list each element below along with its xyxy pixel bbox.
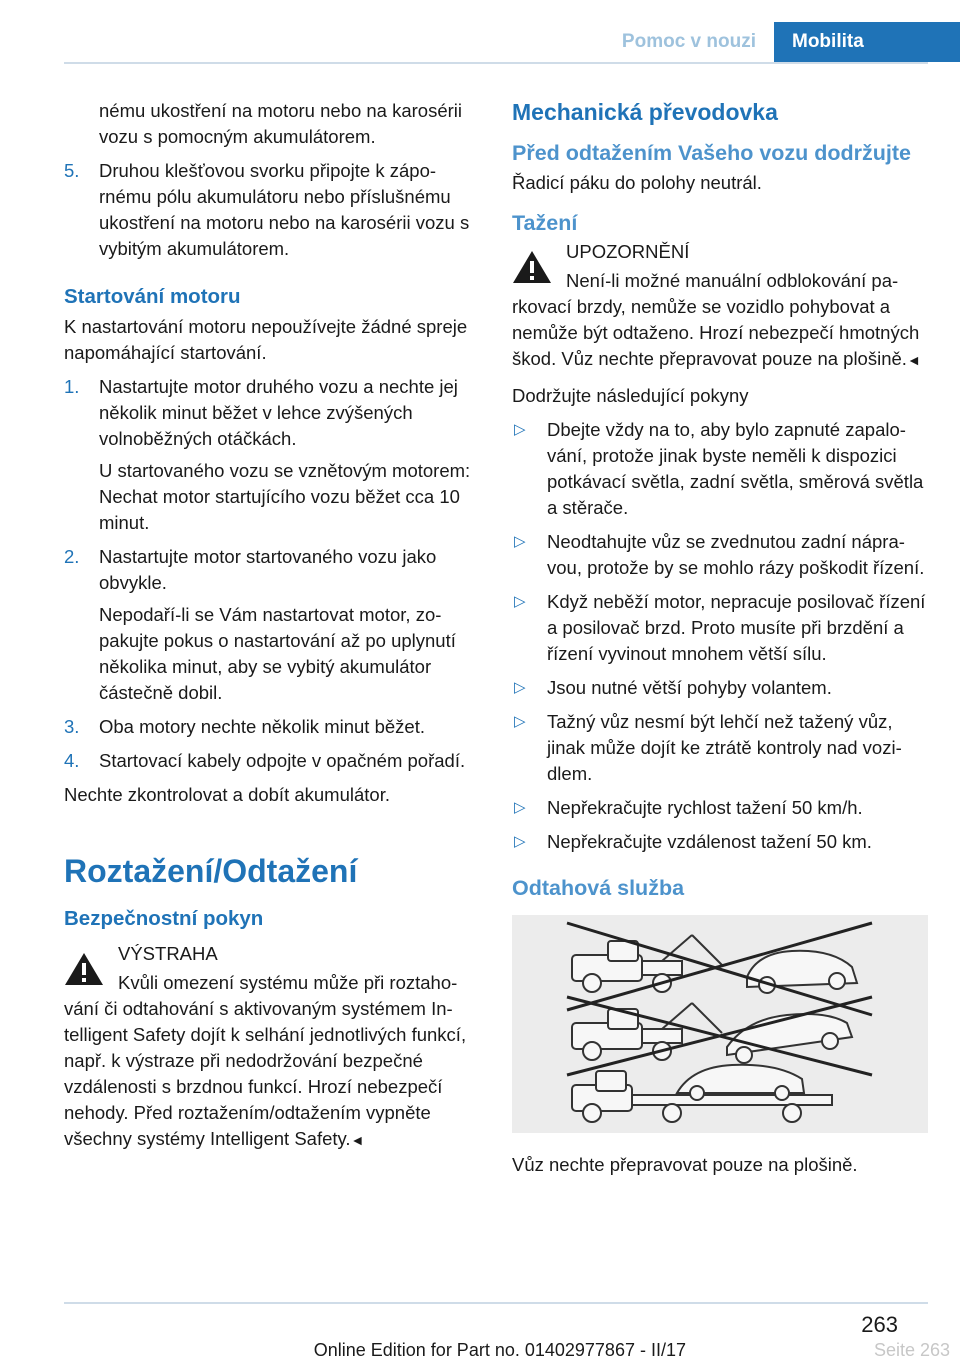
section-heading-manual-gearbox: Mechanická převodovka: [512, 99, 778, 125]
watermark-text: Seite 263: [873, 1340, 950, 1360]
warning-box: [64, 940, 480, 1153]
notice-box: [512, 238, 928, 373]
end-mark: ◄: [350, 1132, 365, 1148]
section-heading-safety: Bezpečnostní pokyn: [64, 907, 264, 930]
left-column: [64, 98, 480, 1163]
chapter-heading-towing: Roztažení/Odtažení: [64, 853, 358, 889]
warning-text: Kvůli omezení systému může při roztahování či odtahování s aktivovaným systémem Intelligent Safety dojít k selhání jednotlivých funkcí, např. k výstraze při nedodržování bezpečné vzdálenosti s brzdnou funkcí. Hrozí nebezpečí nehody. Před roztažením/odtažením vypněte všechny systémy Intelligent Safety.: [64, 972, 467, 1149]
bullet-text: Nepřekračujte vzdálenost tažení 50 km.: [547, 831, 872, 852]
subheading-towing: Tažení: [512, 211, 578, 235]
step-text: Oba motory nechte několik minut běžet.: [99, 716, 425, 737]
warning-title: VÝSTRAHA: [118, 943, 218, 964]
notice-text: Není-li možné manuální odblokování parkovací brzdy, nemůže se vozidlo pohybovat a nemůže být odtaženo. Hrozí nebezpečí hmotných škod. Vůz nechte přepravovat pouze na plošině.: [512, 270, 920, 369]
list-item: [512, 675, 928, 701]
triangle-bullet-icon: ▷: [514, 833, 526, 850]
subheading-before-towing: Před odtažením Vašeho vozu dodržujte: [512, 141, 912, 165]
follow-instructions-text: Dodržujte následující pokyny: [512, 385, 749, 406]
list-item: [512, 709, 928, 787]
bullet-text: Tažný vůz nesmí být lehčí než tažený vůz, jinak může dojít ke ztrátě kontroly nad vozidlem.: [547, 711, 902, 784]
list-item: [64, 714, 480, 740]
warning-triangle-icon: [64, 952, 104, 986]
triangle-bullet-icon: ▷: [514, 421, 526, 438]
list-item: [64, 98, 480, 150]
list-item: [512, 795, 928, 821]
notice-title: UPOZORNĚNÍ: [566, 241, 690, 262]
list-item: [64, 544, 480, 706]
triangle-bullet-icon: ▷: [514, 799, 526, 816]
check-battery-text: Nechte zkontrolovat a dobít akumulátor.: [64, 784, 390, 805]
triangle-bullet-icon: ▷: [514, 533, 526, 550]
step-number: 3.: [64, 716, 80, 737]
header-rule: [64, 62, 928, 64]
list-item: [512, 417, 928, 521]
bullet-text: Když neběží motor, nepracuje posilovač řízení a posilovač brzd. Proto musíte při brzdění a řízení vyvinout mnohem větší sílu.: [547, 591, 926, 664]
triangle-bullet-icon: ▷: [514, 713, 526, 730]
footer-rule: [64, 1302, 928, 1304]
list-item: [64, 158, 480, 262]
bullet-text: Jsou nutné větší pohyby volantem.: [547, 677, 832, 698]
list-item: [512, 589, 928, 667]
gear-neutral-text: Řadicí páku do polohy neutrál.: [512, 172, 762, 193]
towing-illustration: [512, 915, 928, 1133]
end-mark: ◄: [906, 352, 921, 368]
section-heading-start-engine: Startování motoru: [64, 285, 241, 308]
subheading-towing-service: Odtahová služba: [512, 876, 685, 900]
page-footer: [0, 1302, 960, 1362]
step-text: Nastartujte motor startovaného vozu jako obvykle.: [99, 546, 437, 593]
edition-text: Online Edition for Part no. 01402977867 - II/17: [313, 1340, 686, 1360]
step-text: Startovací kabely odpojte v opačném pořadí.: [99, 750, 466, 771]
triangle-bullet-icon: ▷: [514, 679, 526, 696]
top-navigation: [604, 22, 960, 62]
list-item: [512, 829, 928, 855]
step-text: Druhou klešťovou svorku připojte k zápornému pólu akumulátoru nebo příslušnému ukostření na motoru nebo na karosérii vozu s vybitým akumulátorem.: [99, 160, 470, 259]
list-item: [512, 529, 928, 581]
step-subtext: Nepodaří-li se Vám nastartovat motor, zopakujte pokus o nastartování až po uplynutí několika minut, aby se vybitý akumulátor částečně dobil.: [99, 604, 456, 703]
bullet-text: Dbejte vždy na to, aby bylo zapnuté zapalování, protože jinak byste neměli k dispozici potkávací světla, zadní světla, směrová světla a stěrače.: [547, 419, 924, 518]
step-number: 5.: [64, 160, 80, 181]
step-number: 1.: [64, 376, 80, 397]
step-4-continued-text: nému ukostření na motoru nebo na karosérii vozu s pomocným akumulátorem.: [99, 100, 463, 147]
tab-mobilita[interactable]: Mobilita: [774, 22, 960, 62]
list-item: [64, 374, 480, 536]
step-subtext: U startovaného vozu se vznětovým motorem: Nechat motor startujícího vozu běžet cca 10 minut.: [99, 460, 471, 533]
bullet-text: Nepřekračujte rychlost tažení 50 km/h.: [547, 797, 863, 818]
figure-caption: Vůz nechte přepravovat pouze na plošině.: [512, 1154, 858, 1175]
bullet-text: Neodtahujte vůz se zvednutou zadní nápravou, protože by se mohlo rázy poškodit řízení.: [547, 531, 925, 578]
start-intro-text: K nastartování motoru nepoužívejte žádné spreje napomáhající startování.: [64, 316, 468, 363]
step-number: 4.: [64, 750, 80, 771]
triangle-bullet-icon: ▷: [514, 593, 526, 610]
tab-pomoc-v-nouzi[interactable]: Pomoc v nouzi: [604, 22, 774, 62]
towing-instructions-list: [512, 417, 928, 855]
jump-start-steps-continued: [64, 98, 480, 262]
step-number: 2.: [64, 546, 80, 567]
page-number: 263: [861, 1312, 898, 1337]
right-column: [512, 98, 928, 1178]
start-engine-steps: [64, 374, 480, 774]
step-text: Nastartujte motor druhého vozu a nechte jej několik minut běžet v lehce zvýšených volnoběžných otáčkách.: [99, 376, 458, 449]
warning-triangle-icon: [512, 250, 552, 284]
list-item: [64, 748, 480, 774]
